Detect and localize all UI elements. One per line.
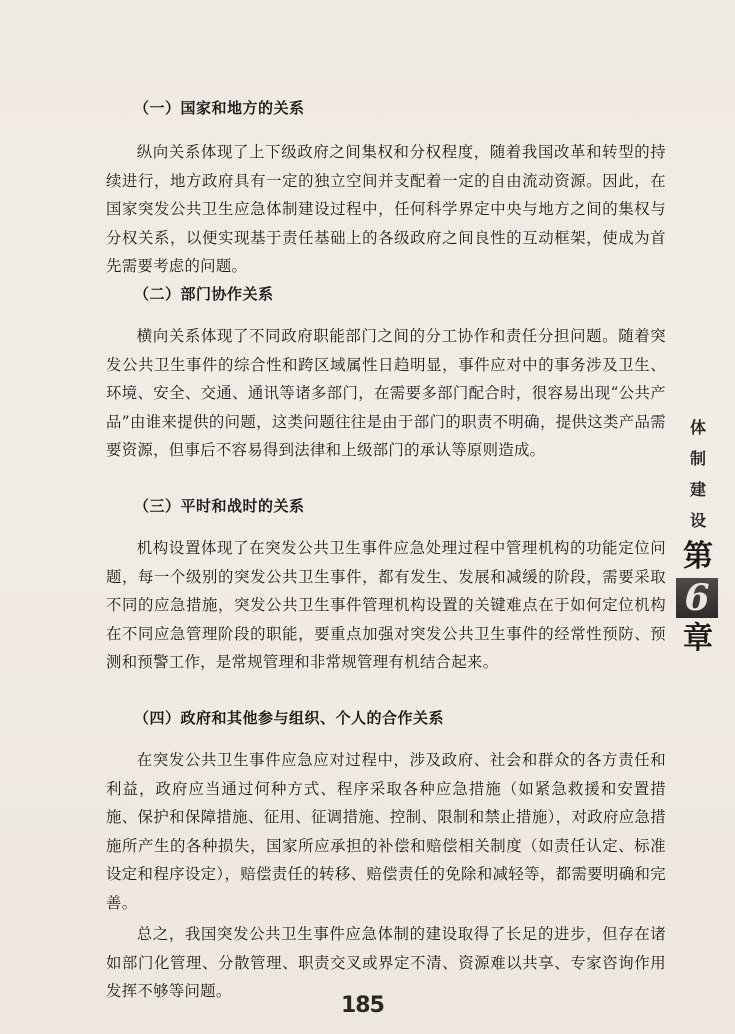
chapter-di-label: 第: [683, 539, 713, 574]
section-heading-2: （二）部门协作关系: [134, 285, 274, 303]
chapter-title-char: 制: [689, 449, 706, 468]
chapter-title-char: 建: [689, 480, 706, 499]
section-paragraph-1: 纵向关系体现了上下级政府之间集权和分权程度，随着我国改革和转型的持续进行，地方政府具有一定的独立空间并支配着一定的自由流动资源。因此，在国家突发公共卫生应急体制建设过程中，任何科学界定中央与地方之间的集权与分权关系，以便实现基于责任基础上的各级政府之间良性的互动框架，使成为首先需要考虑的问题。: [106, 143, 666, 276]
chapter-number-badge: 6: [676, 578, 718, 618]
chapter-zhang-label: 章: [683, 621, 713, 656]
section-heading-1: （一）国家和地方的关系: [134, 99, 305, 117]
chapter-title-char: 体: [689, 418, 706, 437]
section-heading-3: （三）平时和战时的关系: [134, 497, 305, 515]
chapter-title-vertical: [678, 412, 718, 536]
section-paragraph-3: 机构设置体现了在突发公共卫生事件应急处理过程中管理机构的功能定位问题，每一个级别的突发公共卫生事件，都有发生、发展和减缓的阶段，需要采取不同的应急措施，突发公共卫生事件管理机构设置的关键难点在于如何定位机构在不同应急管理阶段的职能，要重点加强对突发公共卫生事件的经常性预防、预测和预警工作，是常规管理和非常规管理有机结合起来。: [106, 539, 666, 672]
page-number: 185: [341, 993, 384, 1018]
chapter-side-tab: [678, 412, 718, 656]
section-paragraph-4: 在突发公共卫生事件应急应对过程中，涉及政府、社会和群众的各方责任和利益，政府应当通过何种方式、程序采取各种应急措施（如紧急救援和安置措施、保护和保障措施、征用、征调措施、控制、限制和禁止措施），对政府应急措施所产生的各种损失，国家所应承担的补偿和赔偿相关制度（如责任认定、标准设定和程序设定），赔偿责任的转移、赔偿责任的免除和减轻等，都需要明确和完善。: [106, 751, 666, 912]
conclusion-paragraph: 总之，我国突发公共卫生事件应急体制的建设取得了长足的进步，但存在诸如部门化管理、分散管理、职责交叉或界定不清、资源难以共享、专家咨询作用发挥不够等问题。: [106, 925, 666, 1001]
chapter-title-char: 设: [689, 511, 706, 530]
section-heading-4: （四）政府和其他参与组织、个人的合作关系: [134, 709, 445, 727]
section-paragraph-2: 横向关系体现了不同政府职能部门之间的分工协作和责任分担问题。随着突发公共卫生事件的综合性和跨区域属性日趋明显，事件应对中的事务涉及卫生、环境、安全、交通、通讯等诸多部门，在需要多部门配合时，很容易出现“公共产品”由谁来提供的问题，这类问题往往是由于部门的职责不明确，提供这类产品需要资源，但事后不容易得到法律和上级部门的承认等原则造成。: [106, 327, 666, 460]
